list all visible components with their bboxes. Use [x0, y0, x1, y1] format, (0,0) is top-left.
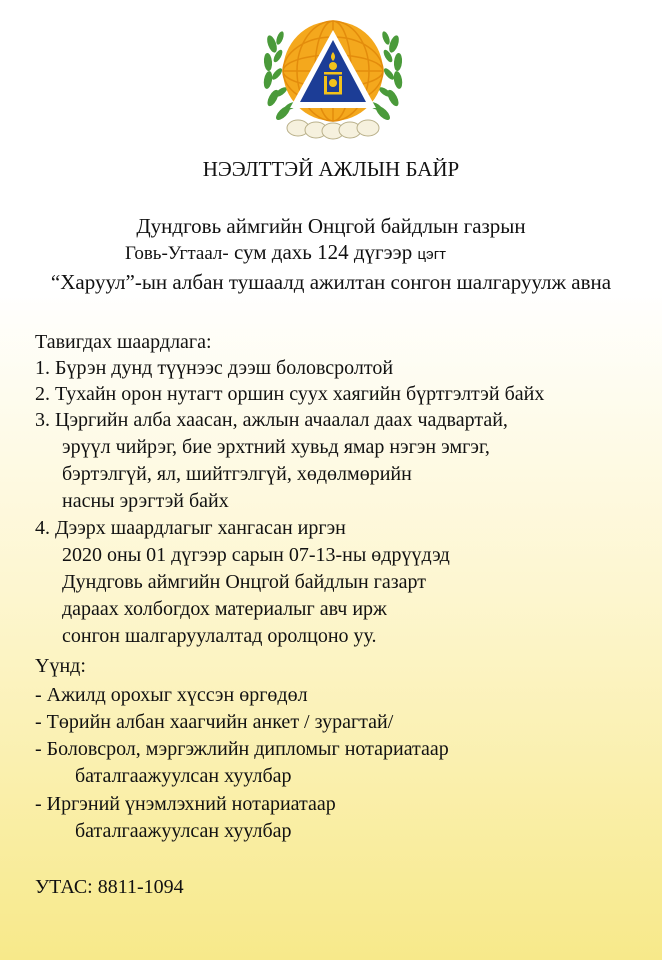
requirement-item-3-cont: бэртэлгүй, ял, шийтгэлгүй, хөдөлмөрийн	[62, 463, 412, 485]
requirement-item-3: 3. Цэргийн алба хаасан, ажлын ачаалал даах чадвартай,	[35, 409, 508, 431]
document-item: - Иргэний үнэмлэхний нотариатаар	[35, 793, 336, 815]
page-title: НЭЭЛТТЭЙ АЖЛЫН БАЙР	[202, 157, 460, 181]
requirement-item-4-cont: дараах холбогдох материалыг авч ирж	[62, 598, 387, 620]
intro-line-2-location: Говь-Угтаал-	[125, 243, 229, 264]
requirement-item-4-cont: 2020 оны 01 дүгээр сарын 07-13-ны өдрүүдэд	[62, 544, 450, 566]
intro-line-3: “Харуул”-ын албан тушаалд ажилтан сонгон шалгаруулж авна	[50, 270, 612, 294]
document-item-cont: баталгаажуулсан хуулбар	[75, 765, 292, 787]
requirement-item-1: 1. Бүрэн дунд түүнээс дээш боловсролтой	[35, 357, 394, 379]
documents-title: Үүнд:	[35, 655, 86, 677]
emergency-agency-emblem-icon	[258, 16, 408, 144]
requirements-title: Тавигдах шаардлага:	[35, 331, 212, 353]
document-item: - Ажилд орохыг хүссэн өргөдөл	[35, 684, 308, 706]
requirement-item-4-cont: сонгон шалгаруулалтад оролцоно уу.	[62, 625, 377, 647]
requirement-item-3-cont: насны эрэгтэй байх	[62, 490, 229, 512]
requirement-item-4: 4. Дээрх шаардлагыг хангасан иргэн	[35, 517, 346, 539]
phone-number: УТАС: 8811-1094	[35, 876, 184, 898]
intro-line-2-post: цэгт	[417, 246, 447, 263]
requirement-item-3-cont: эрүүл чийрэг, бие эрхтний хувьд ямар нэгэн эмгэг,	[62, 436, 490, 458]
document-item-cont: баталгаажуулсан хуулбар	[75, 820, 292, 842]
intro-line-2	[125, 240, 446, 267]
intro-line-1: Дундговь аймгийн Онцгой байдлын газрын	[136, 214, 526, 238]
requirement-item-4-cont: Дундговь аймгийн Онцгой байдлын газарт	[62, 571, 426, 593]
intro-line-2-station: сум дахь 124 дүгээр	[228, 240, 418, 264]
document-item: - Төрийн албан хаагчийн анкет / зурагтай/	[35, 711, 394, 733]
document-item: - Боловсрол, мэргэжлийн дипломыг нотариатаар	[35, 738, 449, 760]
requirement-item-2: 2. Тухайн орон нутагт оршин суух хаягийн бүртгэлтэй байх	[35, 383, 545, 405]
